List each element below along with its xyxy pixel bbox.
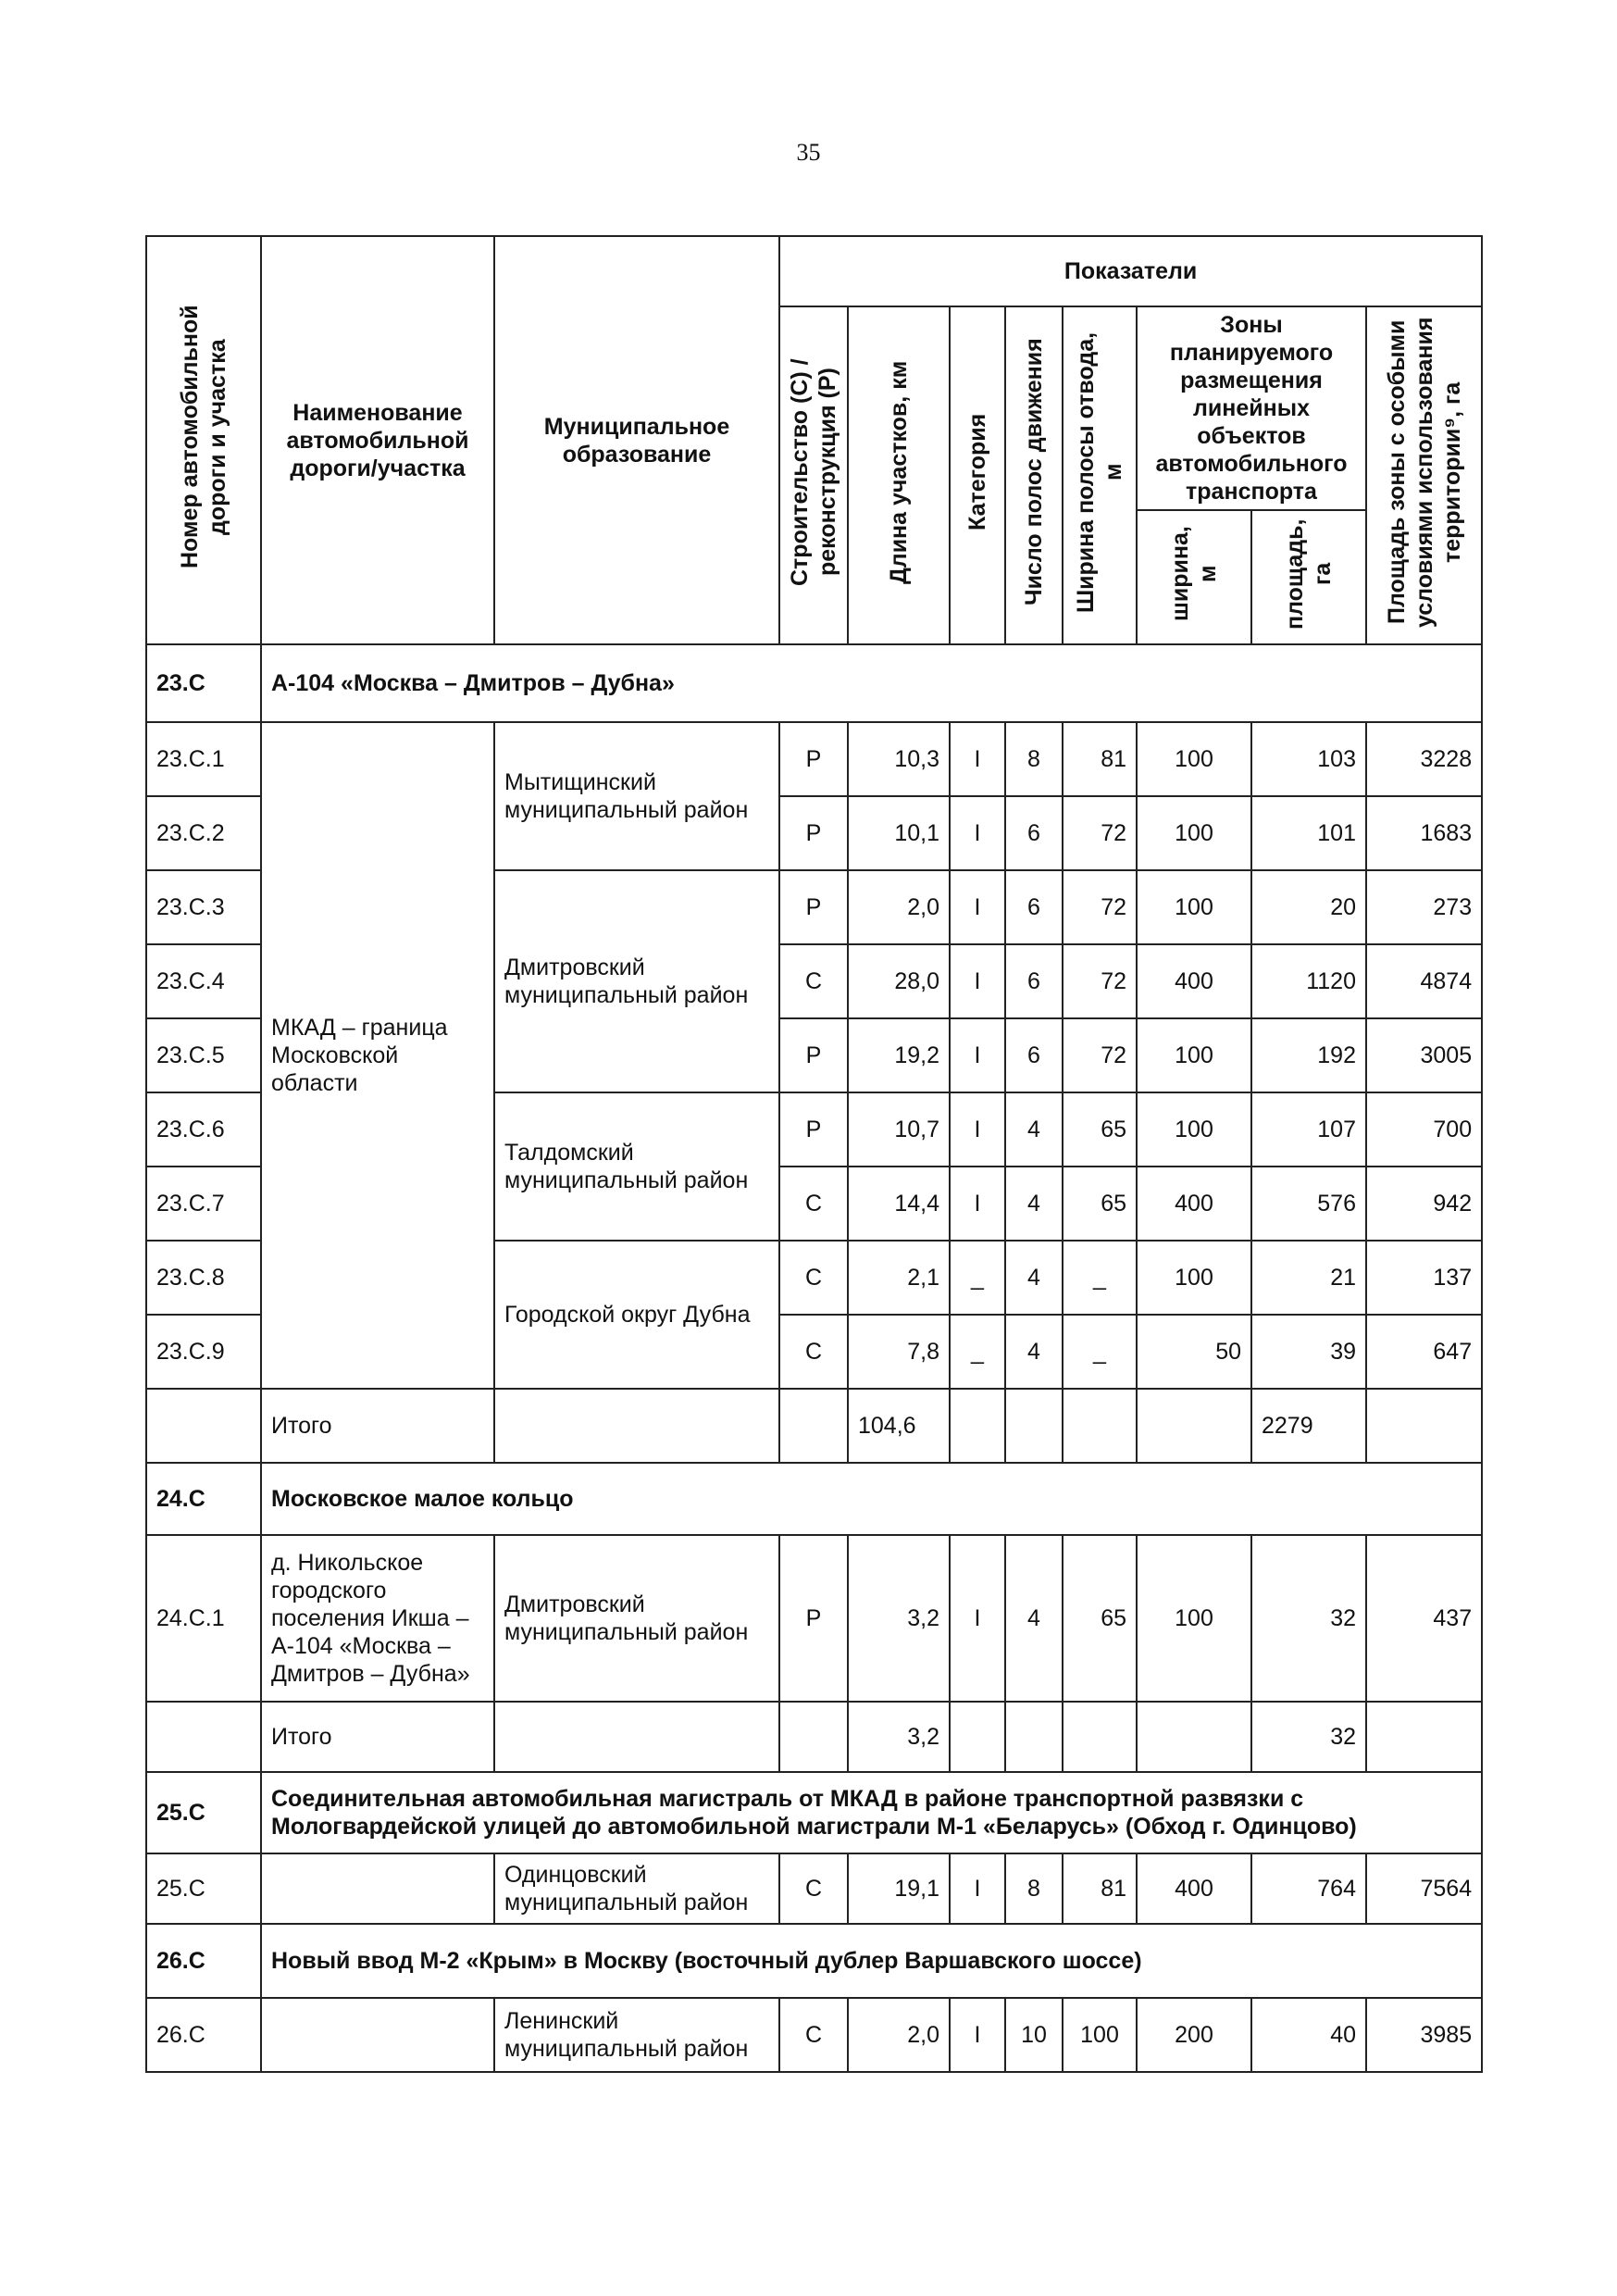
type-cell: С (779, 1853, 848, 1924)
special-area-cell: 7564 (1366, 1853, 1482, 1924)
total-row (146, 1702, 1482, 1772)
municipality-cell: Талдомский муниципальный район (494, 1092, 779, 1241)
strip-cell: 81 (1063, 722, 1137, 796)
header-municipality: Муниципальное образование (494, 236, 779, 644)
zone-area-cell: 101 (1251, 796, 1366, 870)
municipality-cell: Одинцовский муниципальный район (494, 1853, 779, 1924)
total-length: 104,6 (848, 1389, 950, 1463)
type-cell: Р (779, 1092, 848, 1167)
section-title: Московское малое кольцо (261, 1463, 1482, 1535)
header-indicators: Показатели (779, 236, 1482, 306)
category-cell: _ (950, 1315, 1005, 1389)
category-cell: I (950, 1535, 1005, 1702)
zone-area-cell: 20 (1251, 870, 1366, 944)
type-cell: Р (779, 722, 848, 796)
zone-width-cell: 200 (1137, 1998, 1251, 2072)
section-code: 23.С (146, 644, 261, 722)
type-cell: Р (779, 870, 848, 944)
segment-name: д. Никольское городского поселения Икша – А-104 «Москва – Дмитров – Дубна» (261, 1535, 494, 1702)
lanes-cell: 4 (1005, 1315, 1063, 1389)
zone-width-cell: 100 (1137, 870, 1251, 944)
zone-area-cell: 103 (1251, 722, 1366, 796)
special-area-cell: 137 (1366, 1241, 1482, 1315)
special-area-cell: 437 (1366, 1535, 1482, 1702)
category-cell: I (950, 1853, 1005, 1924)
lanes-cell: 8 (1005, 1853, 1063, 1924)
zone-area-cell: 107 (1251, 1092, 1366, 1167)
zone-width-cell: 50 (1137, 1315, 1251, 1389)
total-row (146, 1389, 1482, 1463)
header-zone-width: ширина, м (1137, 510, 1251, 644)
header-zone-area: площадь, га (1251, 510, 1366, 644)
type-cell: С (779, 1998, 848, 2072)
row-number: 23.С.1 (146, 722, 261, 796)
municipality-cell: Городской округ Дубна (494, 1241, 779, 1389)
zone-area-cell: 764 (1251, 1853, 1366, 1924)
total-zone-area: 32 (1251, 1702, 1366, 1772)
strip-cell: 65 (1063, 1167, 1137, 1241)
length-cell: 28,0 (848, 944, 950, 1018)
row-number: 23.С.9 (146, 1315, 261, 1389)
lanes-cell: 6 (1005, 1018, 1063, 1092)
zone-width-cell: 100 (1137, 796, 1251, 870)
row-number: 25.С (146, 1853, 261, 1924)
type-cell: С (779, 1315, 848, 1389)
length-cell: 10,3 (848, 722, 950, 796)
header-name: Наименование автомобильной дороги/участка (261, 236, 494, 644)
type-cell: С (779, 944, 848, 1018)
header-zones: Зоны планируемого размещения линейных объектов автомобильного транспорта (1137, 306, 1366, 510)
lanes-cell: 8 (1005, 722, 1063, 796)
row-number: 26.С (146, 1998, 261, 2072)
strip-cell: 100 (1063, 1998, 1137, 2072)
row-number: 23.С.6 (146, 1092, 261, 1167)
section-code: 24.С (146, 1463, 261, 1535)
strip-cell: _ (1063, 1241, 1137, 1315)
segment-name: МКАД – граница Московской области (261, 722, 494, 1389)
header-number: Номер автомобильной дороги и участка (146, 236, 261, 644)
lanes-cell: 6 (1005, 944, 1063, 1018)
lanes-cell: 6 (1005, 796, 1063, 870)
type-cell: Р (779, 1018, 848, 1092)
total-length: 3,2 (848, 1702, 950, 1772)
municipality-cell: Мытищинский муниципальный район (494, 722, 779, 870)
strip-cell: 72 (1063, 796, 1137, 870)
row-number: 23.С.4 (146, 944, 261, 1018)
header-strip: Ширина полосы отвода, м (1063, 306, 1137, 644)
category-cell: I (950, 1018, 1005, 1092)
section-code: 26.С (146, 1924, 261, 1998)
header-lanes: Число полос движения (1005, 306, 1063, 644)
type-cell: С (779, 1241, 848, 1315)
zone-area-cell: 1120 (1251, 944, 1366, 1018)
special-area-cell: 3228 (1366, 722, 1482, 796)
section-25-row (146, 1772, 1482, 1853)
zone-area-cell: 192 (1251, 1018, 1366, 1092)
lanes-cell: 4 (1005, 1092, 1063, 1167)
length-cell: 2,1 (848, 1241, 950, 1315)
category-cell: _ (950, 1241, 1005, 1315)
special-area-cell: 1683 (1366, 796, 1482, 870)
length-cell: 2,0 (848, 870, 950, 944)
table-row (146, 1535, 1482, 1702)
lanes-cell: 4 (1005, 1167, 1063, 1241)
header-category: Категория (950, 306, 1005, 644)
strip-cell: 65 (1063, 1092, 1137, 1167)
zone-width-cell: 100 (1137, 1018, 1251, 1092)
type-cell: Р (779, 1535, 848, 1702)
zone-area-cell: 39 (1251, 1315, 1366, 1389)
page-number: 35 (796, 139, 821, 166)
length-cell: 10,7 (848, 1092, 950, 1167)
strip-cell: 72 (1063, 1018, 1137, 1092)
lanes-cell: 6 (1005, 870, 1063, 944)
special-area-cell: 942 (1366, 1167, 1482, 1241)
special-area-cell: 700 (1366, 1092, 1482, 1167)
section-code: 25.С (146, 1772, 261, 1853)
strip-cell: 72 (1063, 944, 1137, 1018)
municipality-cell: Дмитровский муниципальный район (494, 870, 779, 1092)
section-title: Новый ввод М-2 «Крым» в Москву (восточный дублер Варшавского шоссе) (261, 1924, 1482, 1998)
special-area-cell: 273 (1366, 870, 1482, 944)
category-cell: I (950, 722, 1005, 796)
header-special-area: Площадь зоны с особыми условиями использования территории⁹, га (1366, 306, 1482, 644)
zone-area-cell: 21 (1251, 1241, 1366, 1315)
total-zone-area: 2279 (1251, 1389, 1366, 1463)
length-cell: 19,2 (848, 1018, 950, 1092)
row-number: 23.С.3 (146, 870, 261, 944)
municipality-cell: Ленинский муниципальный район (494, 1998, 779, 2072)
header-type: Строительство (С) / реконструкция (Р) (779, 306, 848, 644)
length-cell: 2,0 (848, 1998, 950, 2072)
zone-width-cell: 100 (1137, 722, 1251, 796)
row-number: 24.С.1 (146, 1535, 261, 1702)
lanes-cell: 4 (1005, 1241, 1063, 1315)
zone-width-cell: 100 (1137, 1092, 1251, 1167)
category-cell: I (950, 870, 1005, 944)
length-cell: 7,8 (848, 1315, 950, 1389)
zone-width-cell: 400 (1137, 1853, 1251, 1924)
length-cell: 10,1 (848, 796, 950, 870)
strip-cell: _ (1063, 1315, 1137, 1389)
row-number: 23.С.8 (146, 1241, 261, 1315)
length-cell: 3,2 (848, 1535, 950, 1702)
header-row-1 (146, 236, 1482, 306)
table-row (146, 1998, 1482, 2072)
strip-cell: 65 (1063, 1535, 1137, 1702)
category-cell: I (950, 1092, 1005, 1167)
lanes-cell: 4 (1005, 1535, 1063, 1702)
category-cell: I (950, 796, 1005, 870)
section-title: Соединительная автомобильная магистраль от МКАД в районе транспортной развязки с Мологвардейской улицей до автомобильной магистрали М-1 «Беларусь» (Обход г. Одинцово) (261, 1772, 1482, 1853)
table-row (146, 1853, 1482, 1924)
category-cell: I (950, 944, 1005, 1018)
zone-width-cell: 400 (1137, 1167, 1251, 1241)
row-number: 23.С.2 (146, 796, 261, 870)
strip-cell: 72 (1063, 870, 1137, 944)
category-cell: I (950, 1167, 1005, 1241)
zone-area-cell: 32 (1251, 1535, 1366, 1702)
roads-table (145, 235, 1483, 2073)
special-area-cell: 4874 (1366, 944, 1482, 1018)
total-label: Итого (261, 1702, 494, 1772)
municipality-cell: Дмитровский муниципальный район (494, 1535, 779, 1702)
type-cell: Р (779, 796, 848, 870)
zone-area-cell: 576 (1251, 1167, 1366, 1241)
lanes-cell: 10 (1005, 1998, 1063, 2072)
section-23-row (146, 644, 1482, 722)
zone-width-cell: 400 (1137, 944, 1251, 1018)
table-row (146, 722, 1482, 796)
length-cell: 14,4 (848, 1167, 950, 1241)
type-cell: С (779, 1167, 848, 1241)
section-26-row (146, 1924, 1482, 1998)
header-length: Длина участков, км (848, 306, 950, 644)
zone-width-cell: 100 (1137, 1535, 1251, 1702)
category-cell: I (950, 1998, 1005, 2072)
total-label: Итого (261, 1389, 494, 1463)
zone-area-cell: 40 (1251, 1998, 1366, 2072)
section-24-row (146, 1463, 1482, 1535)
row-number: 23.С.7 (146, 1167, 261, 1241)
zone-width-cell: 100 (1137, 1241, 1251, 1315)
special-area-cell: 3985 (1366, 1998, 1482, 2072)
special-area-cell: 3005 (1366, 1018, 1482, 1092)
row-number: 23.С.5 (146, 1018, 261, 1092)
special-area-cell: 647 (1366, 1315, 1482, 1389)
strip-cell: 81 (1063, 1853, 1137, 1924)
section-title: А-104 «Москва – Дмитров – Дубна» (261, 644, 1482, 722)
length-cell: 19,1 (848, 1853, 950, 1924)
